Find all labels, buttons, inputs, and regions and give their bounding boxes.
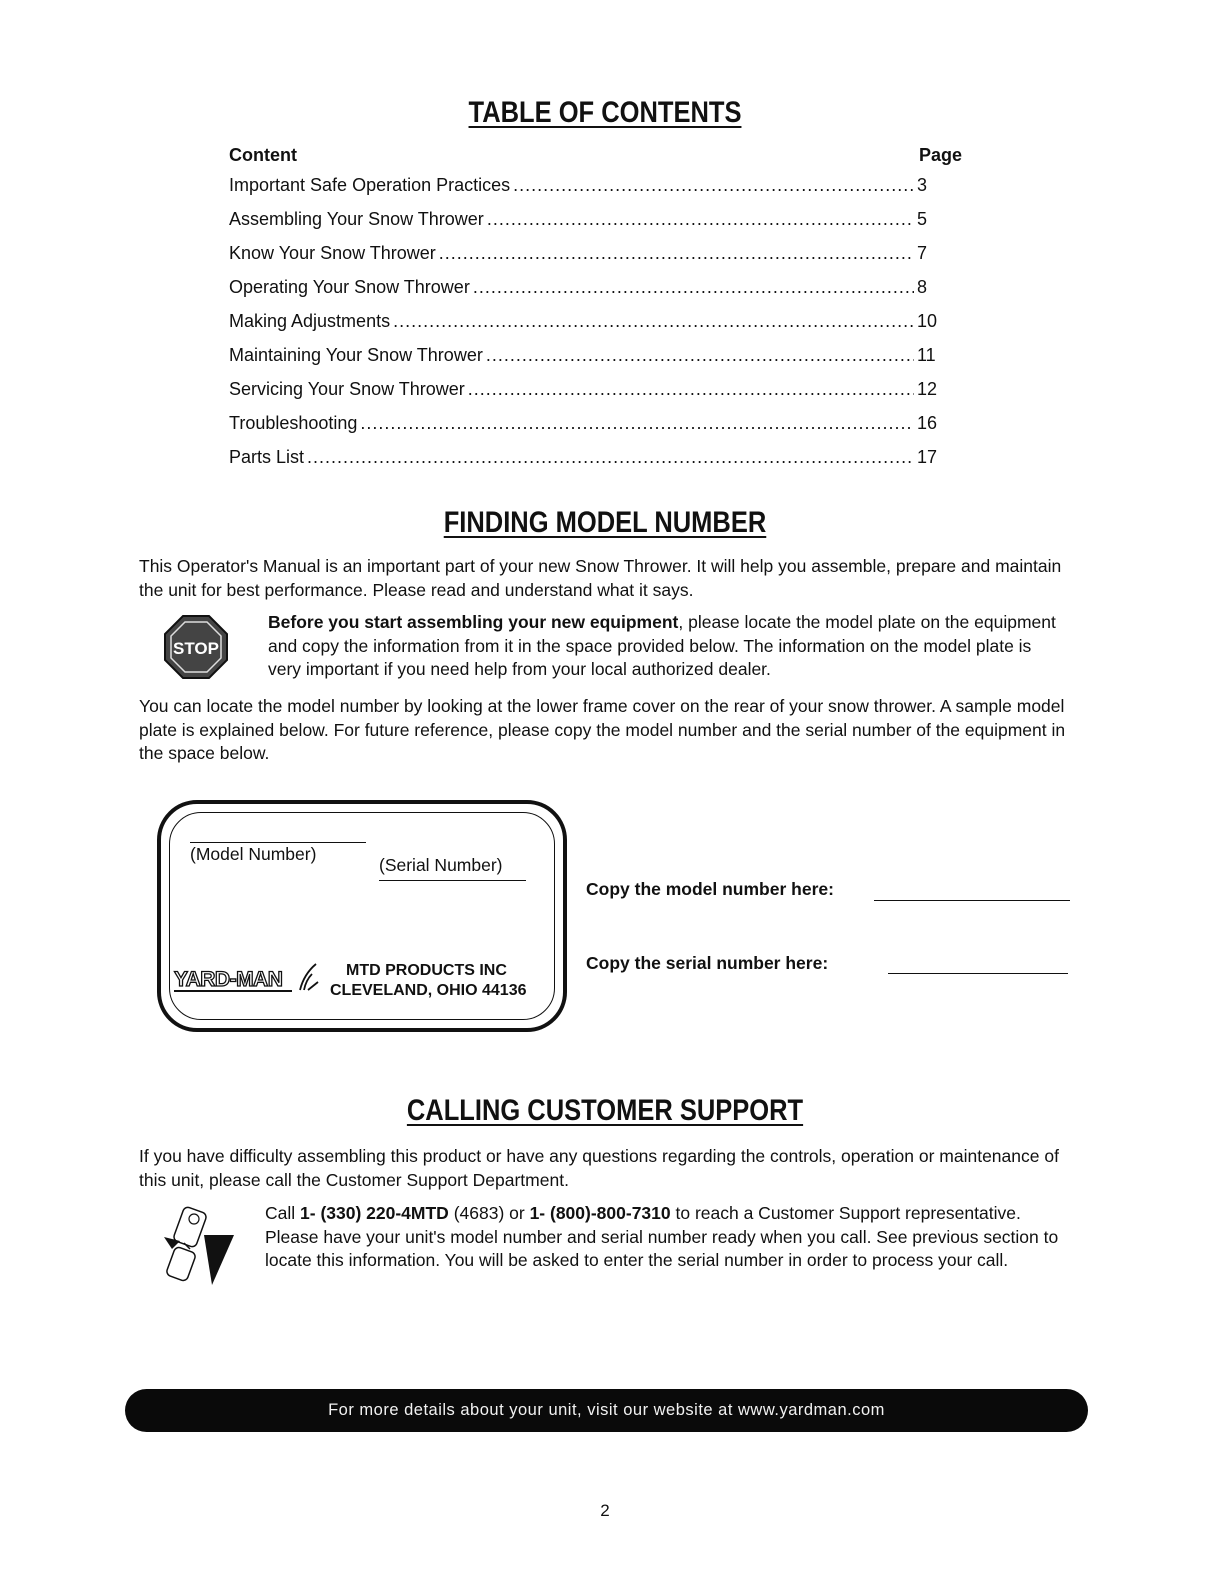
toc-entry xyxy=(229,277,962,311)
copy-serial-label: Copy the serial number here: xyxy=(586,953,829,973)
model-number-label: (Model Number) xyxy=(190,844,317,864)
toc-leader-dots xyxy=(393,311,914,332)
toc-entry xyxy=(229,447,962,481)
toc-leader-dots xyxy=(439,243,914,264)
toc-leader-dots xyxy=(487,209,914,230)
toc-entry xyxy=(229,209,962,243)
toc-entry-title: Know Your Snow Thrower xyxy=(229,243,436,263)
phone-number-1-suffix: (4683) or xyxy=(448,1203,530,1223)
toc-entry xyxy=(229,413,962,447)
call-prefix: Call xyxy=(265,1203,301,1223)
toc-entry-title: Maintaining Your Snow Thrower xyxy=(229,345,483,365)
toc-entry-page: 16 xyxy=(917,413,938,433)
support-section-title: CALLING CUSTOMER SUPPORT xyxy=(406,1094,804,1127)
phone-number-1: 1- (330) 220-4MTD xyxy=(300,1203,449,1223)
stop-sign-text: STOP xyxy=(173,639,219,658)
plate-company: MTD PRODUCTS INC xyxy=(346,962,507,979)
model-intro: This Operator's Manual is an important part of your new Snow Thrower. It will help you assemble, prepare and maintain the unit for best performance. Please read and understand what it says. xyxy=(139,556,1062,600)
toc-table xyxy=(229,145,962,481)
toc-entry-title: Operating Your Snow Thrower xyxy=(229,277,470,297)
toc-entry-page: 3 xyxy=(917,175,928,195)
toc-entry xyxy=(229,379,962,413)
toc-title: TABLE OF CONTENTS xyxy=(468,96,742,129)
plate-city: CLEVELAND, OHIO 44136 xyxy=(330,982,527,999)
toc-entry-title: Important Safe Operation Practices xyxy=(229,175,511,195)
call-instructions xyxy=(265,1202,1065,1273)
toc-entry-page: 17 xyxy=(917,447,938,467)
toc-entry-title: Parts List xyxy=(229,447,305,467)
website-banner: For more details about your unit, visit our website at www.yardman.com xyxy=(125,1389,1088,1432)
model-number-line xyxy=(190,842,366,843)
stop-instruction-bold: Before you start assembling your new equipment xyxy=(268,612,679,632)
toc-entry xyxy=(229,311,962,345)
telephone-icon xyxy=(160,1205,236,1287)
stop-instruction-rest: , please locate the model plate on the equipment and copy the information from it in the space provided below. The information on the model plate is very important if you need help from your local authorized dealer. xyxy=(268,612,1056,679)
copy-model-field xyxy=(874,900,1070,901)
toc-entry xyxy=(229,175,962,209)
toc-leader-dots xyxy=(307,447,914,468)
stop-instruction xyxy=(268,611,1068,682)
toc-entry xyxy=(229,345,962,379)
toc-entry-title: Assembling Your Snow Thrower xyxy=(229,209,484,229)
copy-model-label: Copy the model number here: xyxy=(586,879,834,899)
toc-leader-dots xyxy=(486,345,914,366)
copy-serial-field xyxy=(888,973,1068,974)
page-number: 2 xyxy=(600,1501,610,1520)
yardman-logo xyxy=(172,960,322,996)
toc-entry-page: 10 xyxy=(917,311,938,331)
toc-entry xyxy=(229,243,962,277)
stop-sign-icon xyxy=(163,614,229,680)
support-intro: If you have difficulty assembling this product or have any questions regarding the controls, operation or maintenance of this unit, please call the Customer Support Department. xyxy=(139,1146,1059,1190)
toc-header-page: Page xyxy=(918,145,962,165)
call-rest: to reach a Customer Support representative. Please have your unit's model number and serial number ready when you call. See previous section to locate this information. You will be asked to enter the serial number in order to process your call. xyxy=(265,1203,1059,1270)
toc-leader-dots xyxy=(473,277,914,298)
model-section-title: FINDING MODEL NUMBER xyxy=(443,506,767,539)
locate-paragraph: You can locate the model number by looking at the lower frame cover on the rear of your snow thrower. A sample model plate is explained below. For future reference, please copy the model number and the serial number of the equipment in the space below. xyxy=(139,696,1066,763)
phone-number-2: 1- (800)-800-7310 xyxy=(529,1203,671,1223)
toc-entry-title: Making Adjustments xyxy=(229,311,391,331)
yardman-logo-text: YARD-MAN xyxy=(174,968,283,991)
serial-number-label: (Serial Number) xyxy=(379,855,503,875)
toc-entry-page: 7 xyxy=(917,243,928,263)
toc-header-content: Content xyxy=(229,145,297,165)
toc-entries xyxy=(229,175,962,481)
toc-leader-dots xyxy=(360,413,914,434)
toc-leader-dots xyxy=(513,175,914,196)
toc-header xyxy=(229,145,962,175)
toc-leader-dots xyxy=(468,379,914,400)
toc-entry-title: Servicing Your Snow Thrower xyxy=(229,379,465,399)
toc-entry-page: 12 xyxy=(917,379,938,399)
serial-number-line xyxy=(379,880,526,881)
toc-entry-page: 8 xyxy=(917,277,928,297)
toc-entry-title: Troubleshooting xyxy=(229,413,358,433)
toc-entry-page: 5 xyxy=(917,209,928,229)
toc-entry-page: 11 xyxy=(917,345,936,365)
